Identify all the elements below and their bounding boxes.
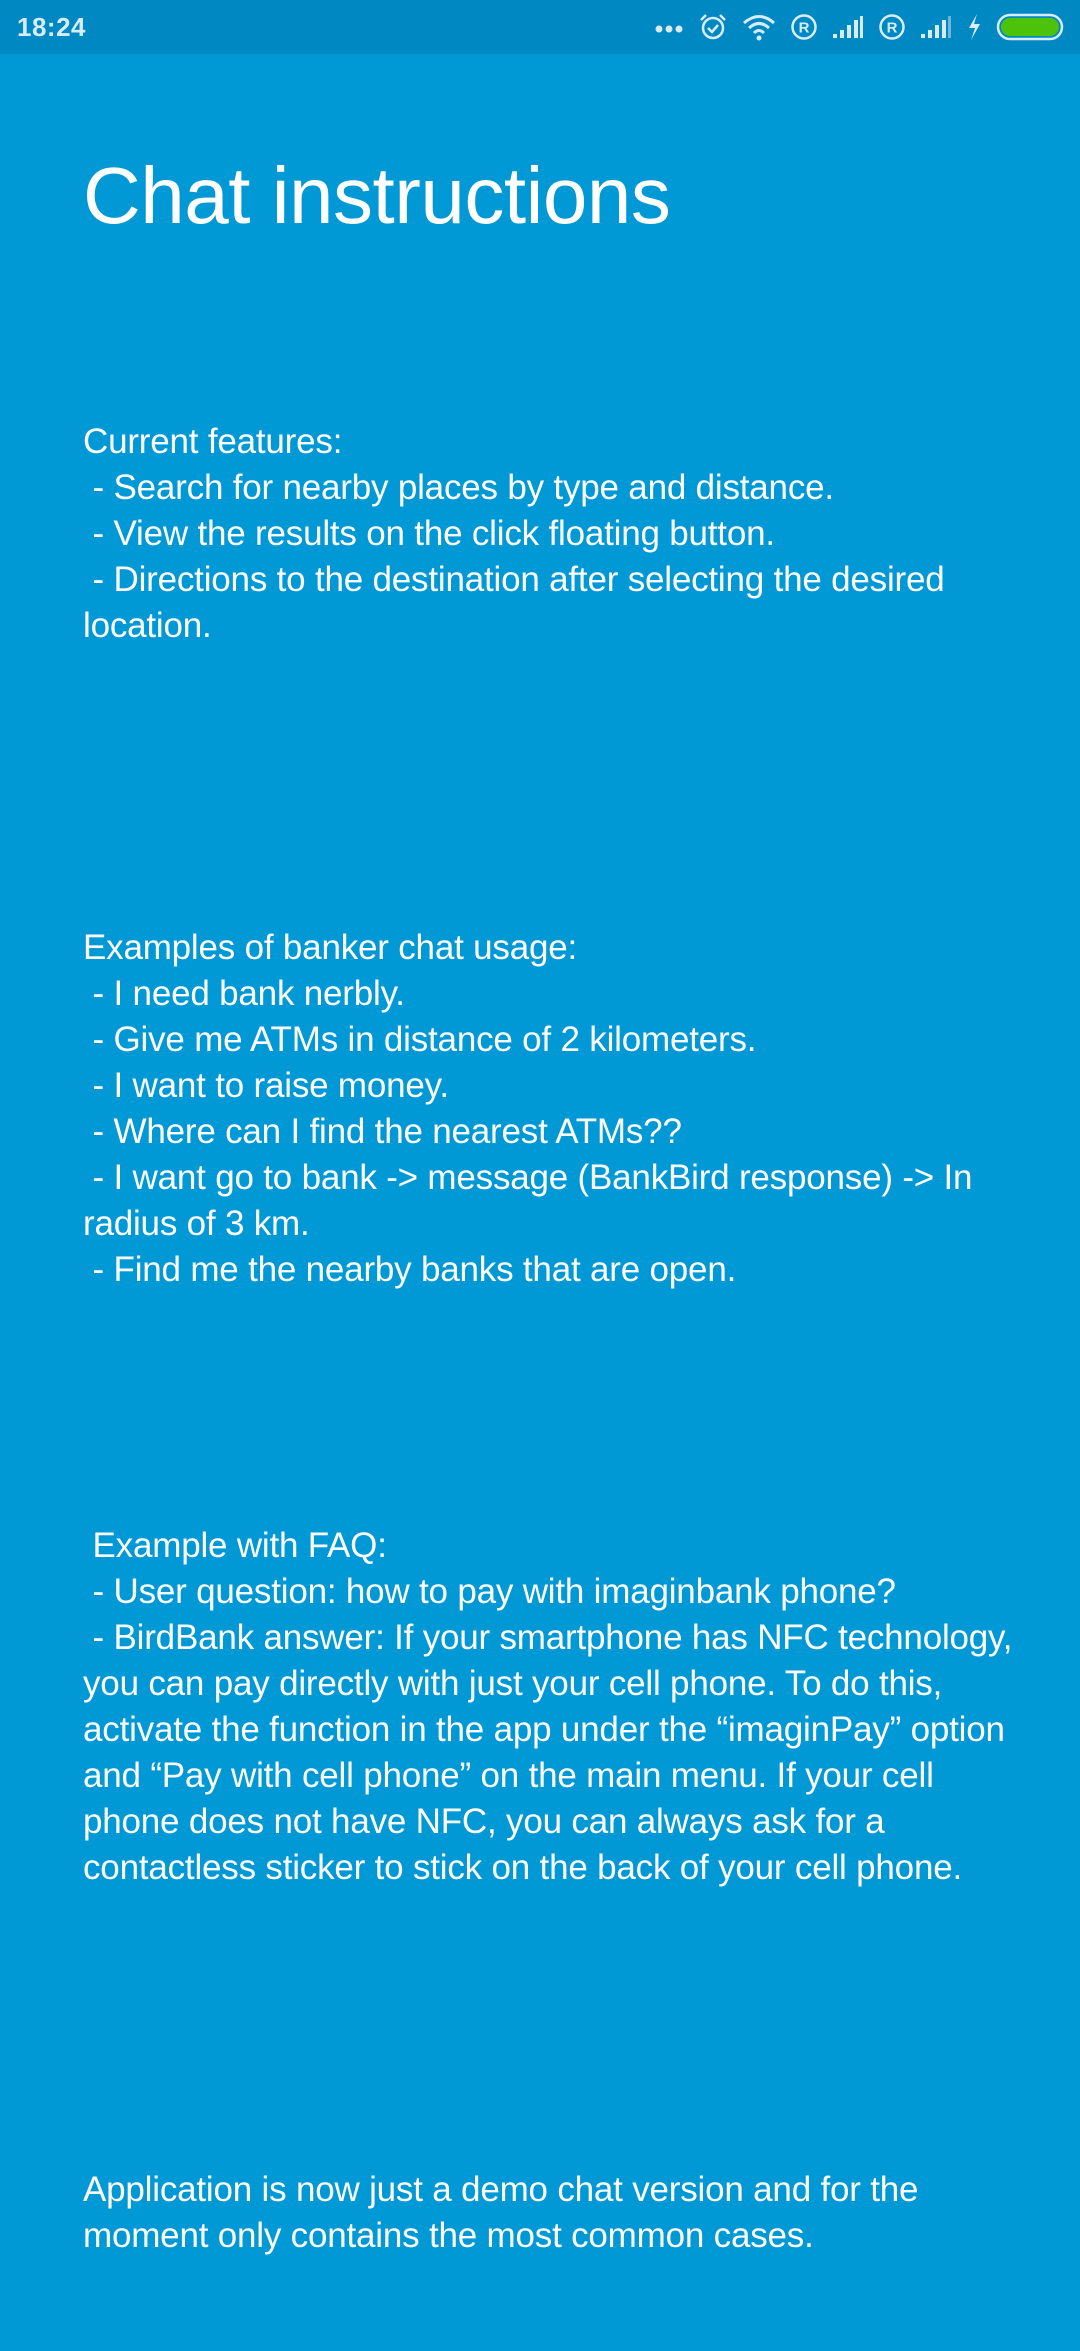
- wifi-icon: [742, 13, 776, 41]
- more-dots-icon: [654, 20, 684, 34]
- instructions-body: [83, 327, 1013, 2351]
- page-title: Chat instructions: [83, 151, 671, 240]
- faq-example-paragraph: Example with FAQ: - User question: how to pay with imaginbank phone? - BirdBank answer: If your smartphone has NFC technology, you can pay directly with just your cell phone. To do this, activate the function in the app under the “imaginPay” option and “Pay with cell phone” on the main menu. If your cell phone does not have NFC, you can always ask for a contactless sticker to stick on the back of your cell phone.: [83, 1526, 1013, 1887]
- instructions-content: [83, 148, 1013, 2351]
- alarm-icon: [698, 12, 728, 42]
- status-time: 18:24: [17, 11, 86, 42]
- chat-usage-examples-paragraph: Examples of banker chat usage: - I need bank nerbly. - Give me ATMs in distance of 2 kilometers. - I want to raise money. - Where can I find the nearest ATMs?? - I want go to bank -> message (BankBird response) -> In radius of 3 km. - Find me the nearby banks that are open.: [83, 928, 973, 1289]
- current-features-paragraph: Current features: - Search for nearby places by type and distance. - View the results on the click floating button. - Directions to the destination after selecting the desired location.: [83, 422, 945, 645]
- roaming-r-icon: [790, 13, 818, 41]
- svg-text:R: R: [886, 19, 898, 37]
- status-icons: [654, 12, 1064, 42]
- battery-icon: [996, 12, 1064, 42]
- status-bar: [0, 0, 1080, 54]
- roaming-r-icon: [878, 13, 906, 41]
- charging-icon: [966, 13, 982, 41]
- svg-text:R: R: [798, 19, 810, 37]
- signal-icon: [832, 15, 864, 39]
- demo-disclaimer-paragraph: Application is now just a demo chat version and for the moment only contains the most common cases.: [83, 2170, 928, 2255]
- signal-weak-icon: [920, 15, 952, 39]
